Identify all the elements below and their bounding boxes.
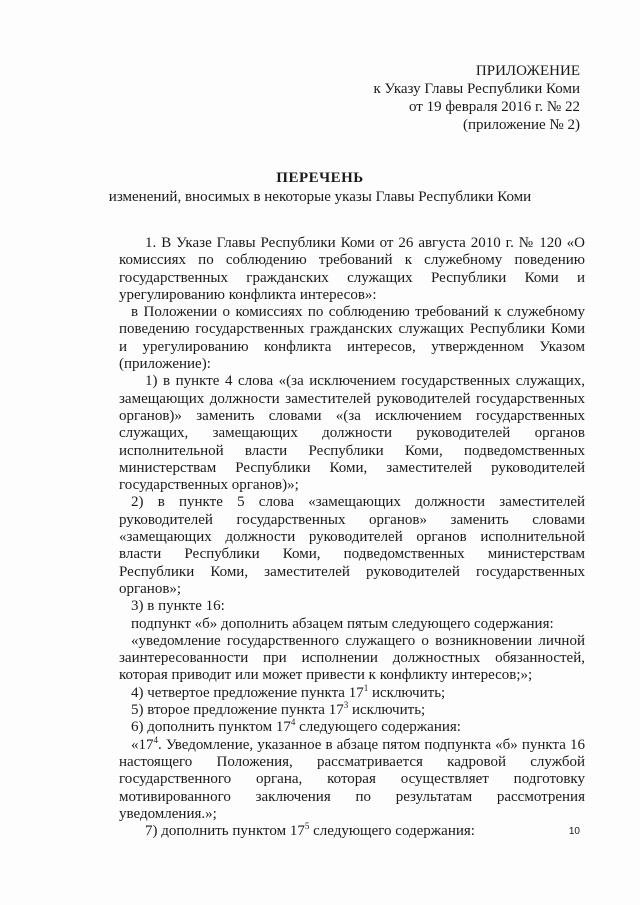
document-body — [119, 235, 585, 840]
paragraph: в Положении о комиссиях по соблюдению требований к служебному поведению государственных гражданских служащих Республики Коми и урегулированию конфликта интересов, утвержденном Указом (приложение): — [119, 304, 585, 373]
paragraph-text: следующего содержания: — [309, 823, 475, 840]
paragraph: «уведомление государственного служащего о возникновении личной заинтересованности при исполнении должностных обязанностей, которая приводит или может привести к конфликту интересов;»; — [119, 632, 585, 684]
paragraph — [119, 719, 585, 736]
appendix-label: ПРИЛОЖЕНИЕ — [475, 63, 580, 79]
paragraph-text: 4) четвертое предложение пункта 17 — [131, 684, 364, 701]
paragraph-text: «17 — [131, 736, 154, 753]
appendix-number: (приложение № 2) — [462, 117, 580, 133]
paragraph: 1. В Указе Главы Республики Коми от 26 августа 2010 г. № 120 «О комиссиях по соблюдению требований к служебному поведению государственных гражданских служащих Республики Коми и урегулированию конфликта интересов»: — [119, 235, 585, 303]
page-number: 10 — [568, 826, 580, 837]
paragraph-text: следующего содержания: — [295, 719, 461, 736]
paragraph — [119, 823, 585, 840]
paragraph-text: 7) дополнить пунктом 17 — [145, 823, 305, 840]
superscript: 5 — [304, 821, 310, 832]
superscript: 1 — [363, 682, 369, 693]
appendix-decree: к Указу Главы Республики Коми — [373, 81, 580, 97]
paragraph-text: исключить; — [368, 684, 446, 701]
superscript: 3 — [343, 700, 349, 711]
paragraph: подпункт «б» дополнить абзацем пятым следующего содержания: — [131, 615, 554, 632]
paragraph-text: исключить; — [348, 702, 426, 719]
paragraph-text: . Уведомление, указанное в абзаце пятом подпункта «б» пункта 16 настоящего Положения, рассматривается кадровой службой государственного органа, которая осуществляет подготовку мотивированного заключения по результатам рассмотрения уведомления.»; — [119, 736, 585, 822]
paragraph — [119, 702, 585, 719]
document-title: ПЕРЕЧЕНЬ — [276, 170, 364, 186]
document-subtitle: изменений, вносимых в некоторые указы Главы Республики Коми — [108, 189, 532, 205]
paragraph: 2) в пункте 5 слова «замещающих должности заместителей руководителей государственных органов» заменить словами «замещающих должности руководителей органов исполнительной власти Республики Коми, подведомственных министерствам Республики Коми, заместителей руководителей государственных органов»; — [119, 494, 585, 597]
paragraph: 1) в пункте 4 слова «(за исключением государственных служащих, замещающих должности заместителей руководителей государственных органов)» заменить словами «(за исключением государственных служащих, замещающих должности руководителей органов исполнительной власти Республики Коми, подведомственных министерствам Республики Коми, заместителей руководителей государственных органов)»; — [119, 373, 585, 494]
paragraph: 3) в пункте 16: — [131, 598, 225, 615]
appendix-header — [373, 62, 580, 134]
appendix-date: от 19 февраля 2016 г. № 22 — [408, 99, 580, 115]
paragraph-text: 5) второе предложение пункта 17 — [131, 702, 344, 719]
superscript: 4 — [290, 717, 296, 728]
paragraph-text: 6) дополнить пунктом 17 — [131, 719, 291, 736]
superscript: 4 — [153, 734, 158, 745]
paragraph — [119, 734, 585, 823]
paragraph — [119, 682, 585, 702]
